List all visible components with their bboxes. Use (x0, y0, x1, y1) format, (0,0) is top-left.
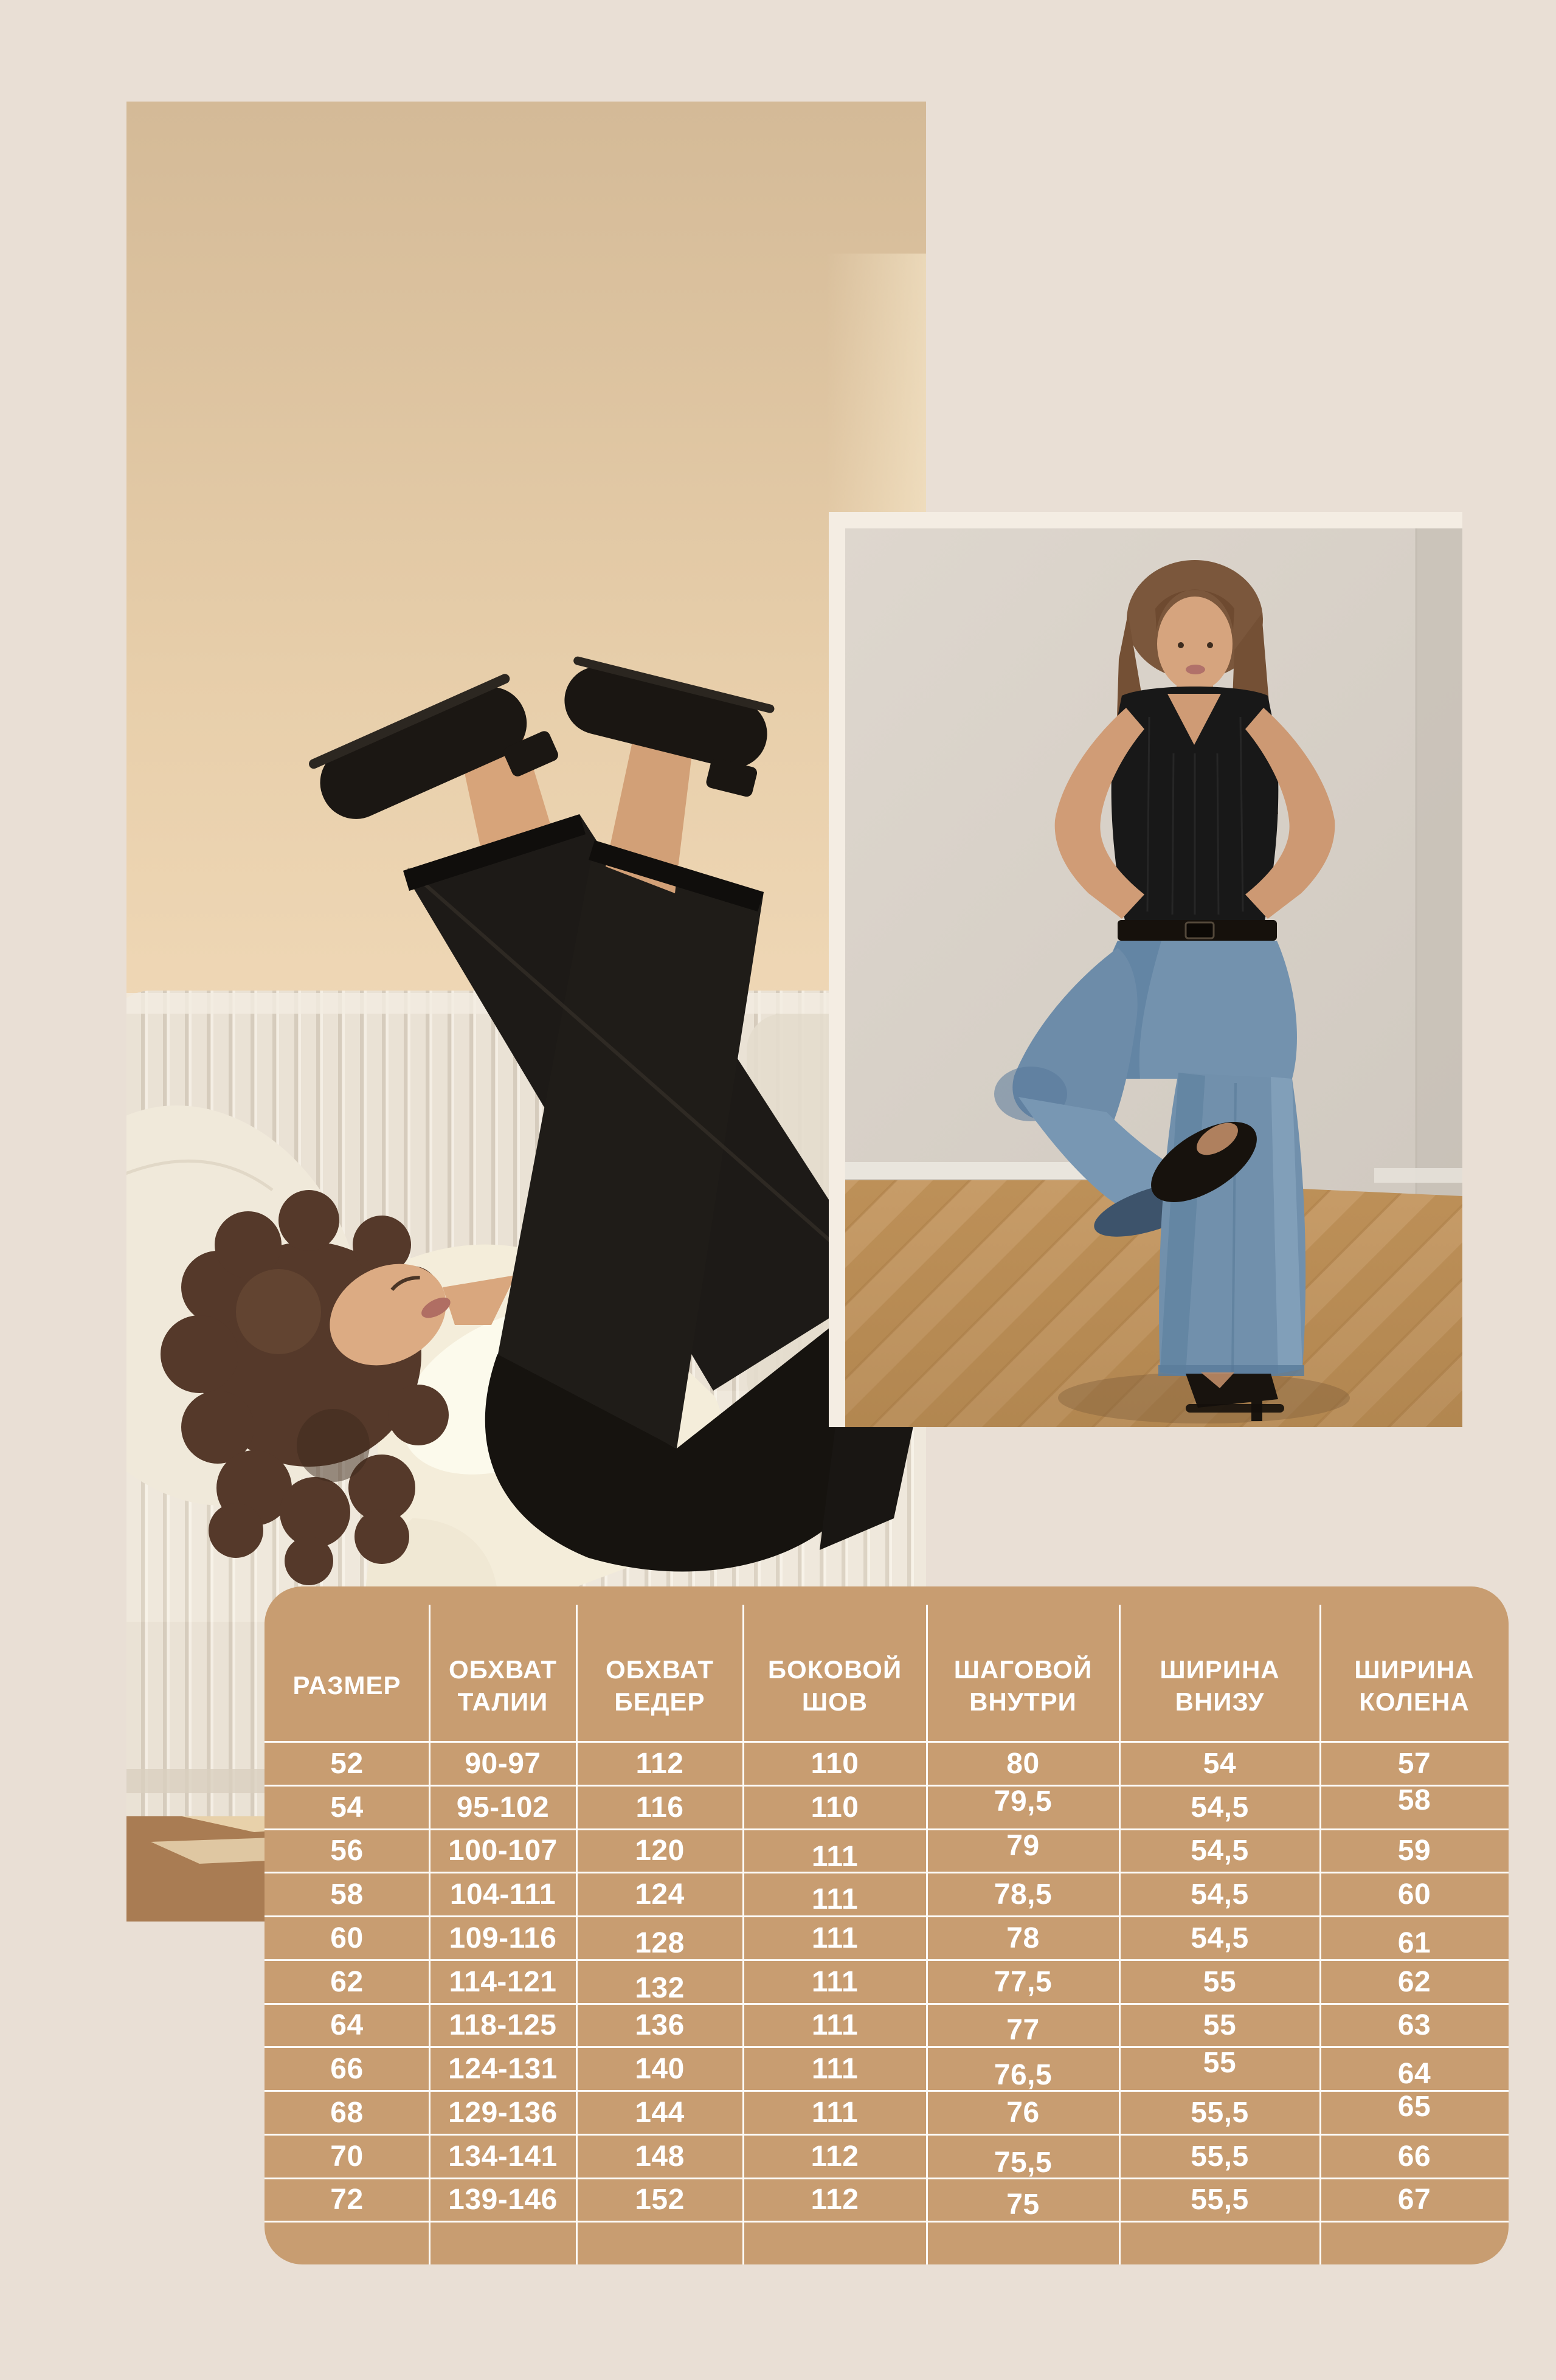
header-cell-5 (1119, 1586, 1320, 1741)
table-cell: 139-146 (448, 2184, 558, 2216)
table-row-size-62 (265, 1961, 1509, 2005)
table-cell: 64 (330, 2009, 364, 2042)
table-cell: 59 (1397, 1835, 1431, 1867)
header-cell-6 (1320, 1586, 1509, 1741)
table-gridline-vertical (1119, 1605, 1121, 2264)
right-photo (845, 528, 1462, 1427)
table-cell: 111 (811, 2053, 859, 2086)
table-cell: 61 (1397, 1926, 1431, 1959)
table-cell: 55 (1203, 2047, 1237, 2080)
size-table (265, 1586, 1509, 2264)
table-cell: 56 (330, 1835, 364, 1867)
table-cell: 78,5 (994, 1878, 1053, 1911)
table-cell: 54 (1203, 1747, 1237, 1780)
size-table-rows (265, 1743, 1509, 2264)
table-cell: 55,5 (1191, 2184, 1249, 2216)
table-cell: 111 (811, 1922, 859, 1954)
table-cell: 75 (1006, 2188, 1040, 2221)
table-cell: 64 (1397, 2058, 1431, 2091)
table-cell: 52 (330, 1747, 364, 1780)
table-cell: 104-111 (449, 1878, 556, 1911)
table-cell: 67 (1397, 2184, 1431, 2216)
table-cell: 65 (1397, 2090, 1431, 2123)
table-cell: 66 (330, 2053, 364, 2086)
header-label: ШИРИНА ВНИЗУ (1160, 1655, 1280, 1716)
header-cell-0 (265, 1586, 429, 1741)
header-label: ОБХВАТ БЕДЕР (606, 1655, 714, 1716)
table-cell: 129-136 (448, 2096, 558, 2129)
table-row-size-64 (265, 2005, 1509, 2049)
table-row-empty (265, 2223, 1509, 2264)
table-cell: 55 (1203, 2009, 1237, 2042)
table-row-size-56 (265, 1830, 1509, 1874)
table-cell: 54 (330, 1791, 364, 1824)
table-row-size-60 (265, 1917, 1509, 1961)
table-cell: 114-121 (449, 1965, 557, 1998)
table-cell: 112 (635, 1747, 684, 1780)
table-cell: 54,5 (1191, 1922, 1249, 1954)
table-cell: 58 (330, 1878, 364, 1911)
size-table-header-row (265, 1586, 1509, 1743)
table-row-size-72 (265, 2179, 1509, 2223)
header-label: ОБХВАТ ТАЛИИ (449, 1655, 557, 1716)
table-cell: 60 (1397, 1878, 1431, 1911)
table-cell: 100-107 (448, 1835, 558, 1867)
table-cell: 54,5 (1191, 1835, 1249, 1867)
table-cell: 80 (1006, 1747, 1040, 1780)
table-cell: 128 (635, 1926, 685, 1959)
table-cell: 110 (811, 1791, 859, 1824)
table-row-size-70 (265, 2136, 1509, 2179)
header-cell-4 (927, 1586, 1119, 1741)
table-cell: 68 (330, 2096, 364, 2129)
table-cell: 140 (635, 2053, 685, 2086)
table-cell: 55,5 (1191, 2096, 1249, 2129)
face (1157, 597, 1233, 691)
table-cell: 54,5 (1191, 1791, 1249, 1824)
table-cell: 90-97 (465, 1747, 541, 1780)
table-gridline-vertical (429, 1605, 430, 2264)
table-cell: 124 (635, 1878, 685, 1911)
table-cell: 57 (1397, 1747, 1431, 1780)
table-cell: 152 (635, 2184, 685, 2216)
table-cell: 62 (1397, 1965, 1431, 1998)
table-cell: 55 (1203, 1965, 1237, 1998)
table-cell: 55,5 (1191, 2140, 1249, 2173)
table-cell: 132 (635, 1971, 685, 2004)
table-cell: 109-116 (449, 1922, 557, 1954)
table-cell: 148 (635, 2140, 685, 2173)
table-cell: 116 (635, 1791, 684, 1824)
header-cell-3 (743, 1586, 927, 1741)
header-cell-2 (576, 1586, 743, 1741)
table-cell: 77 (1006, 2014, 1040, 2047)
right-photo-illustration (845, 528, 1462, 1427)
table-cell: 111 (811, 2009, 859, 2042)
table-cell: 134-141 (448, 2140, 558, 2173)
table-cell: 79 (1006, 1830, 1040, 1863)
table-row-size-58 (265, 1873, 1509, 1917)
table-cell: 111 (811, 1965, 859, 1998)
header-cell-1 (429, 1586, 576, 1741)
table-cell: 72 (330, 2184, 364, 2216)
table-cell: 112 (811, 2140, 859, 2173)
table-cell: 63 (1397, 2009, 1431, 2042)
table-cell: 112 (811, 2184, 859, 2216)
table-gridline-vertical (1319, 1605, 1321, 2264)
header-label: БОКОВОЙ ШОВ (767, 1655, 902, 1716)
table-cell: 120 (635, 1835, 685, 1867)
table-cell: 79,5 (994, 1785, 1053, 1818)
table-cell: 70 (330, 2140, 364, 2173)
table-cell: 76 (1006, 2096, 1040, 2129)
table-gridline-vertical (742, 1605, 744, 2264)
table-cell: 111 (811, 1883, 859, 1916)
table-cell: 144 (635, 2096, 685, 2129)
table-gridline-vertical (926, 1605, 928, 2264)
table-cell: 54,5 (1191, 1878, 1249, 1911)
table-gridline-vertical (576, 1605, 578, 2264)
table-cell: 118-125 (449, 2009, 557, 2042)
header-label: ШАГОВОЙ ВНУТРИ (953, 1655, 1093, 1716)
table-cell: 111 (811, 1841, 859, 1873)
table-cell: 66 (1397, 2140, 1431, 2173)
table-cell: 110 (811, 1747, 859, 1780)
table-cell: 95-102 (456, 1791, 550, 1824)
table-cell: 62 (330, 1965, 364, 1998)
table-cell: 75,5 (994, 2146, 1053, 2179)
right-photo-frame (829, 512, 1462, 1427)
table-cell: 78 (1006, 1922, 1040, 1954)
table-cell: 58 (1397, 1783, 1431, 1816)
table-cell: 77,5 (994, 1965, 1053, 1998)
header-label: ШИРИНА КОЛЕНА (1354, 1655, 1475, 1716)
table-cell: 76,5 (994, 2059, 1053, 2092)
table-cell: 60 (330, 1922, 364, 1954)
table-row-size-54 (265, 1783, 1509, 1830)
table-cell: 136 (635, 2009, 685, 2042)
table-row-size-68 (265, 2092, 1509, 2136)
header-label: РАЗМЕР (292, 1671, 401, 1700)
table-cell: 124-131 (448, 2053, 558, 2086)
table-cell: 111 (811, 2096, 859, 2129)
